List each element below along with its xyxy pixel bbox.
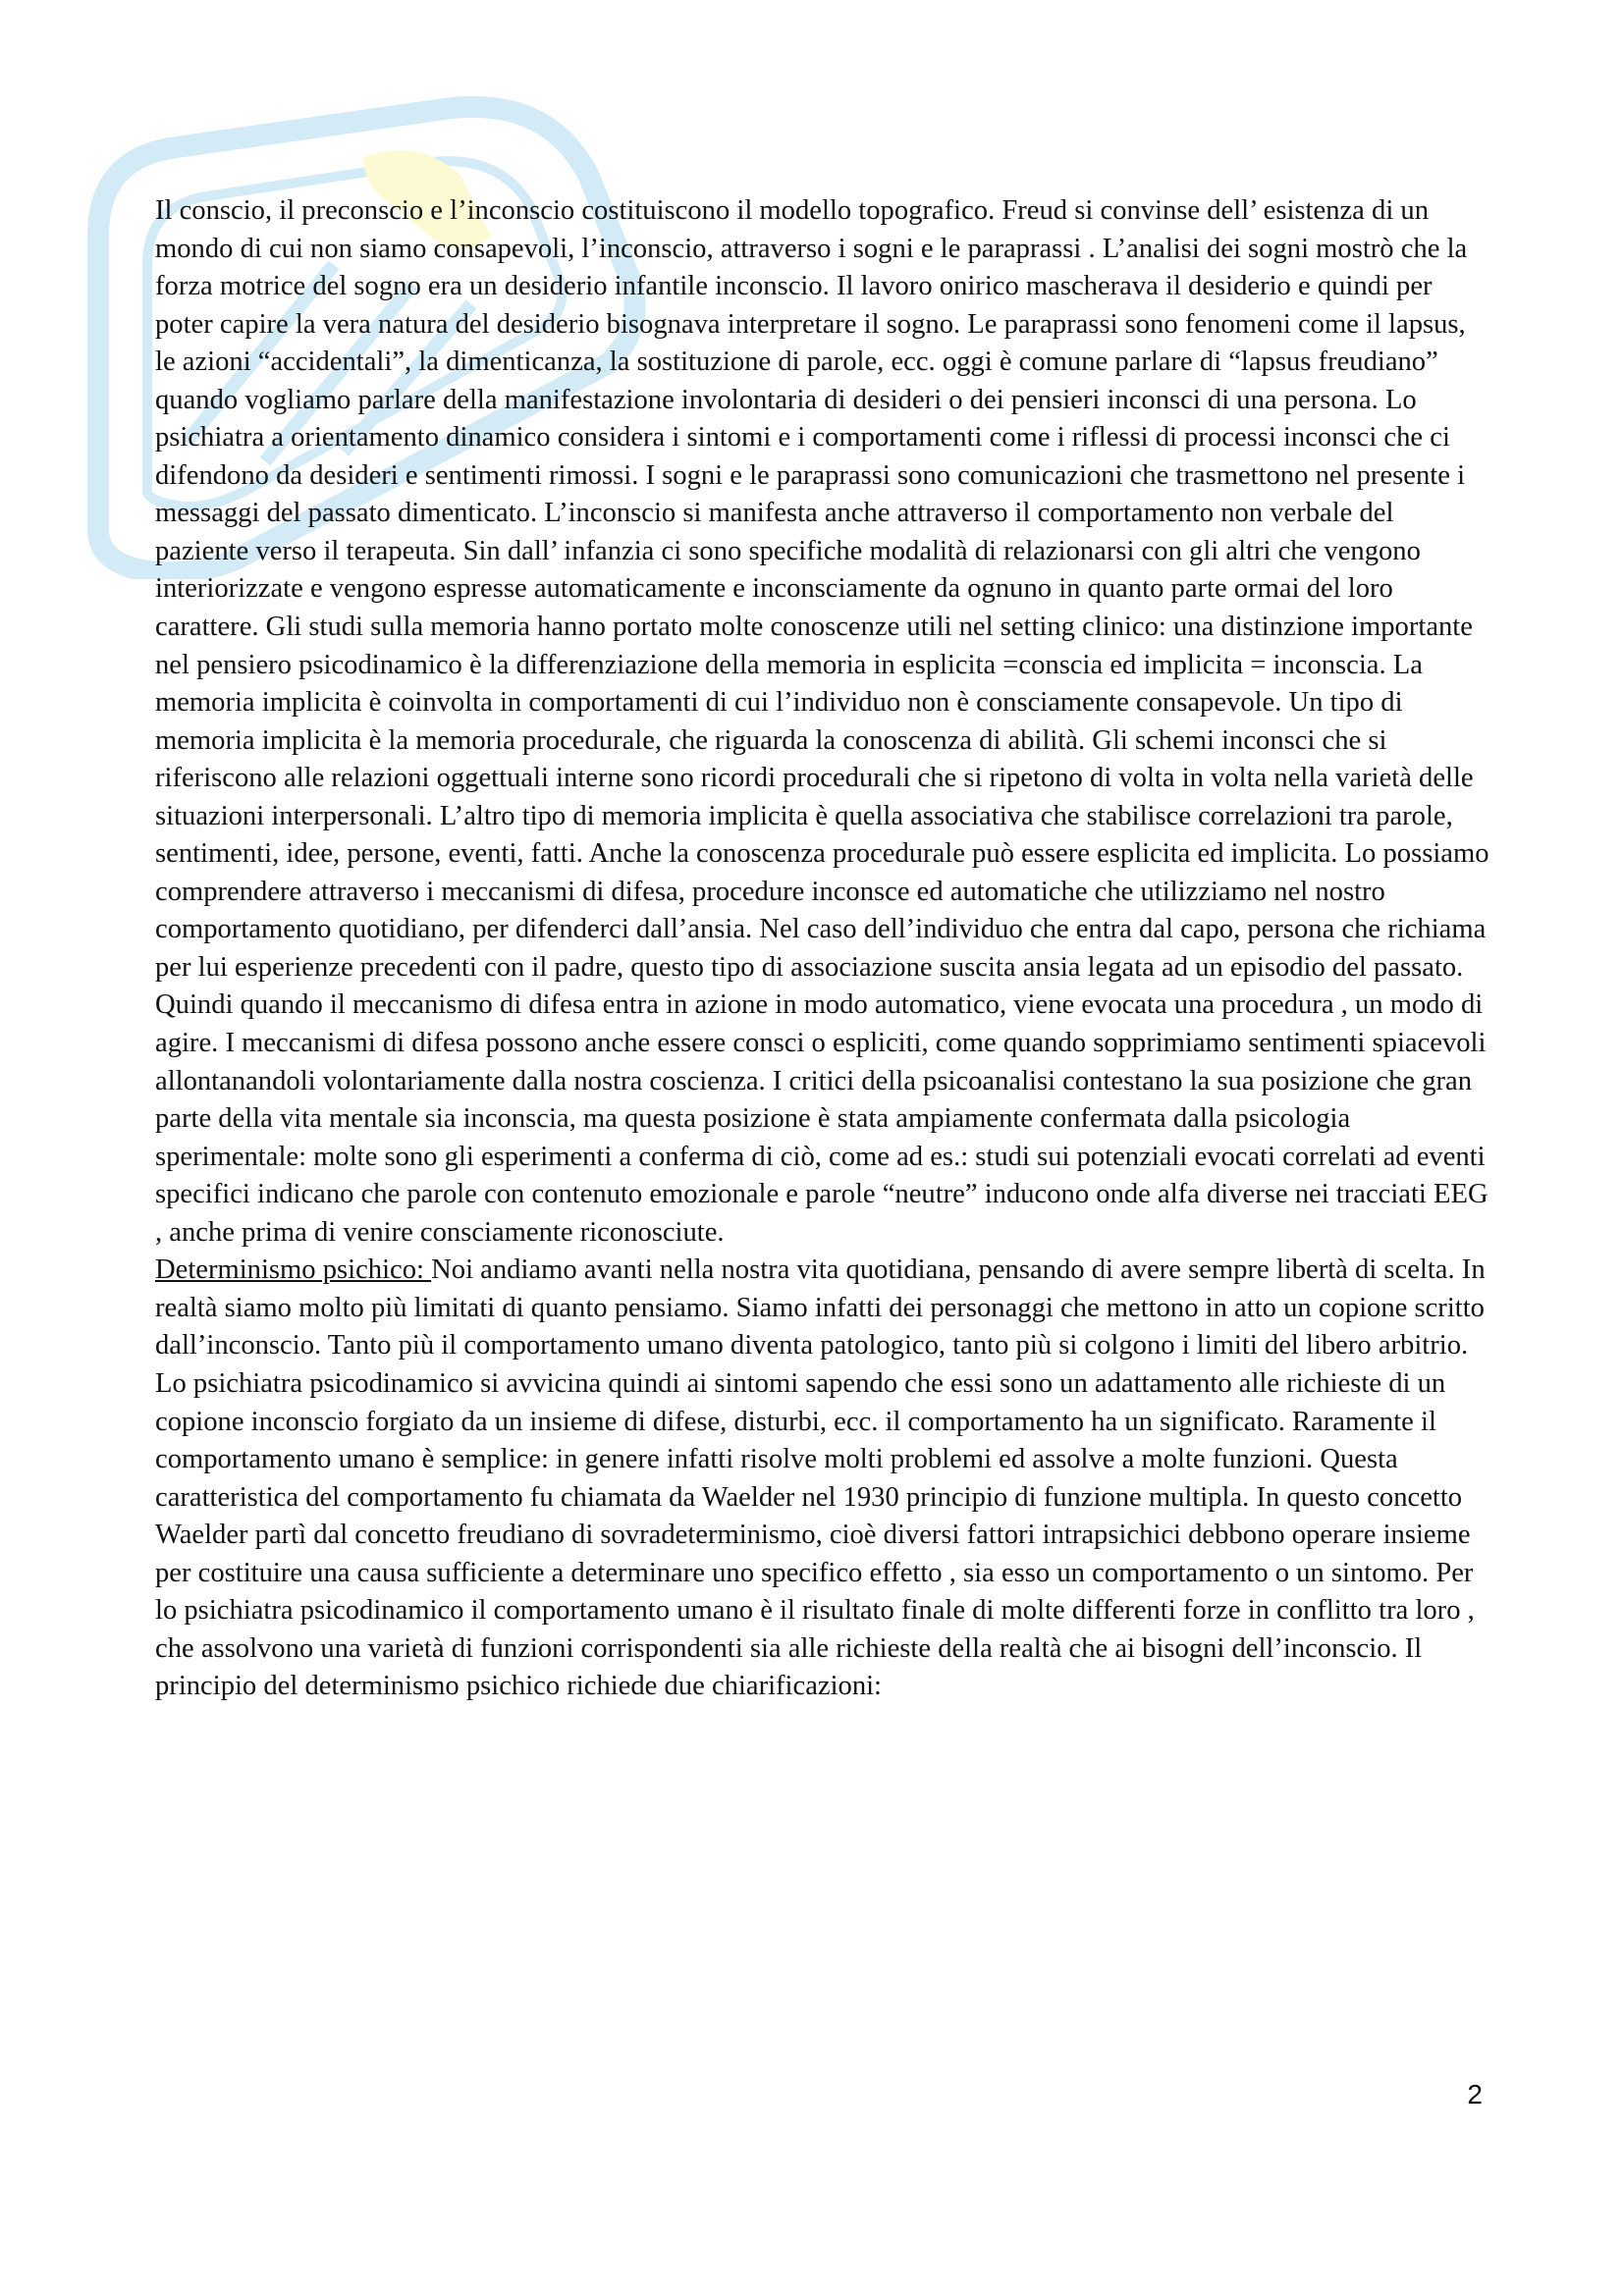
paragraph-psychic-determinism	[155, 1252, 1490, 1706]
paragraph-psychic-determinism-text: Noi andiamo avanti nella nostra vita quotidiana, pensando di avere sempre libertà di scelta. In realtà siamo molto più limitati di quanto pensiamo. Siamo infatti dei personaggi che mettono in atto un copione scritto dall’inconscio. Tanto più il comportamento umano diventa patologico, tanto più si colgono i limiti del libero arbitrio. Lo psichiatra psicodinamico si avvicina quindi ai sintomi sapendo che essi sono un adattamento alle richieste di un copione inconscio forgiato da un insieme di difese, disturbi, ecc. il comportamento ha un significato. Raramente il comportamento umano è semplice: in genere infatti risolve molti problemi ed assolve a molte funzioni. Questa caratteristica del comportamento fu chiamata da Waelder nel 1930 principio di funzione multipla. In questo concetto Waelder partì dal concetto freudiano di sovradeterminismo, cioè diversi fattori intrapsichici debbono operare insieme per costituire una causa sufficiente a determinare uno specifico effetto , sia esso un comportamento o un sintomo. Per lo psichiatra psicodinamico il comportamento umano è il risultato finale di molte differenti forze in conflitto tra loro , che assolvono una varietà di funzioni corrispondenti sia alle richieste della realtà che ai bisogni dell’inconscio. Il principio del determinismo psichico richiede due chiarificazioni:	[155, 1255, 1486, 1702]
page-number: 2	[1467, 2079, 1483, 2109]
body-text	[155, 192, 1490, 1706]
paragraph-topographic-model: Il conscio, il preconscio e l’inconscio costituiscono il modello topografico. Freud si convinse dell’ esistenza di un mondo di cui non siamo consapevoli, l’inconscio, attraverso i sogni e le paraprassi . L’analisi dei sogni mostrò che la forza motrice del sogno era un desiderio infantile inconscio. Il lavoro onirico mascherava il desiderio e quindi per poter capire la vera natura del desiderio bisognava interpretare il sogno. Le paraprassi sono fenomeni come il lapsus, le azioni “accidentali”, la dimenticanza, la sostituzione di parole, ecc. oggi è comune parlare di “lapsus freudiano” quando vogliamo parlare della manifestazione involontaria di desideri o dei pensieri inconsci di una persona. Lo psichiatra a orientamento dinamico considera i sintomi e i comportamenti come i riflessi di processi inconsci che ci difendono da desideri e sentimenti rimossi. I sogni e le paraprassi sono comunicazioni che trasmettono nel presente i messaggi del passato dimenticato. L’inconscio si manifesta anche attraverso il comportamento non verbale del paziente verso il terapeuta. Sin dall’ infanzia ci sono specifiche modalità di relazionarsi con gli altri che vengono interiorizzate e vengono espresse automaticamente e inconsciamente da ognuno in quanto parte ormai del loro carattere. Gli studi sulla memoria hanno portato molte conoscenze utili nel setting clinico: una distinzione importante nel pensiero psicodinamico è la differenziazione della memoria in esplicita =conscia ed implicita = inconscia. La memoria implicita è coinvolta in comportamenti di cui l’individuo non è consciamente consapevole. Un tipo di memoria implicita è la memoria procedurale, che riguarda la conoscenza di abilità. Gli schemi inconsci che si riferiscono alle relazioni oggettuali interne sono ricordi procedurali che si ripetono di volta in volta nella varietà delle situazioni interpersonali. L’altro tipo di memoria implicita è quella associativa che stabilisce correlazioni tra parole, sentimenti, idee, persone, eventi, fatti. Anche la conoscenza procedurale può essere esplicita ed implicita. Lo possiamo comprendere attraverso i meccanismi di difesa, procedure inconsce ed automatiche che utilizziamo nel nostro comportamento quotidiano, per difenderci dall’ansia. Nel caso dell’individuo che entra dal capo, persona che richiama per lui esperienze precedenti con il padre, questo tipo di associazione suscita ansia legata ad un episodio del passato. Quindi quando il meccanismo di difesa entra in azione in modo automatico, viene evocata una procedura , un modo di agire. I meccanismi di difesa possono anche essere consci o espliciti, come quando sopprimiamo sentimenti spiacevoli allontanandoli volontariamente dalla nostra coscienza. I critici della psicoanalisi contestano la sua posizione che gran parte della vita mentale sia inconscia, ma questa posizione è stata ampiamente confermata dalla psicologia sperimentale: molte sono gli esperimenti a conferma di ciò, come ad es.: studi sui potenziali evocati correlati ad eventi specifici indicano che parole con contenuto emozionale e parole “neutre” inducono onde alfa diverse nei tracciati EEG , anche prima di venire consciamente riconosciute.	[155, 195, 1489, 1248]
section-heading: Determinismo psichico:	[155, 1255, 432, 1286]
